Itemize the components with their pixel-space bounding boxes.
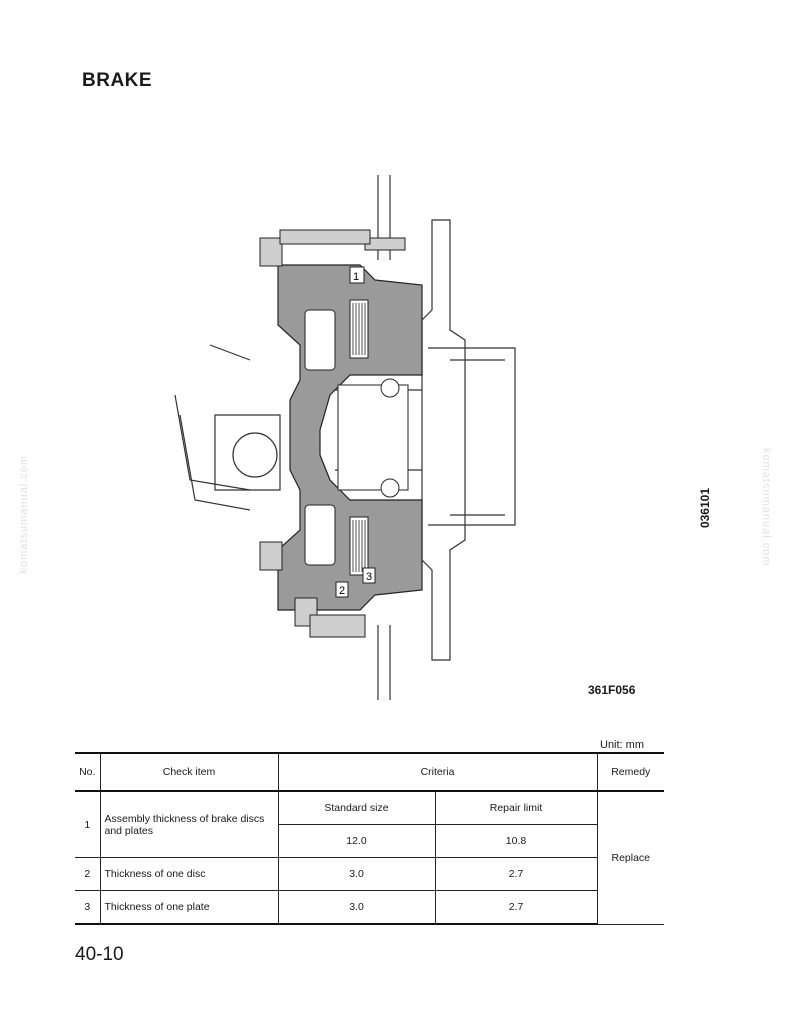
- table-row: [75, 891, 664, 925]
- callout-1: 1: [353, 271, 360, 283]
- brake-cross-section-figure: [160, 170, 540, 710]
- header-remedy: Remedy: [597, 753, 664, 791]
- row-1-standard: 12.0: [278, 825, 435, 858]
- remedy-cell: Replace: [597, 791, 664, 924]
- row-1-item: Assembly thickness of brake discs and plates: [100, 791, 278, 858]
- header-check-item: Check item: [100, 753, 278, 791]
- watermark-left: komatsumanual.com: [18, 455, 30, 574]
- row-2-no: 2: [75, 858, 100, 891]
- row-3-no: 3: [75, 891, 100, 925]
- page-title: BRAKE: [82, 70, 153, 91]
- figure-code: 361F056: [588, 683, 636, 697]
- header-no: No.: [75, 753, 100, 791]
- row-1-limit: 10.8: [435, 825, 597, 858]
- row-3-limit: 2.7: [435, 891, 597, 925]
- header-criteria: Criteria: [278, 753, 597, 791]
- row-3-item: Thickness of one plate: [100, 891, 278, 925]
- side-drawing-code: 036101: [698, 488, 712, 529]
- page-number: 40-10: [75, 944, 124, 965]
- callout-3: 3: [366, 571, 373, 583]
- row-2-limit: 2.7: [435, 858, 597, 891]
- row-2-standard: 3.0: [278, 858, 435, 891]
- subheader-standard-size: Standard size: [278, 791, 435, 825]
- row-1-no: 1: [75, 791, 100, 858]
- table-row: [75, 858, 664, 891]
- subheader-repair-limit: Repair limit: [435, 791, 597, 825]
- row-2-item: Thickness of one disc: [100, 858, 278, 891]
- callout-2: 2: [339, 585, 346, 597]
- table-row: [75, 791, 664, 825]
- row-3-standard: 3.0: [278, 891, 435, 925]
- brake-drawing: [160, 170, 540, 710]
- watermark-right: komatsumanual.com: [760, 448, 772, 567]
- unit-note: Unit: mm: [600, 739, 644, 751]
- check-table: [75, 752, 664, 925]
- table-header-row: [75, 753, 664, 791]
